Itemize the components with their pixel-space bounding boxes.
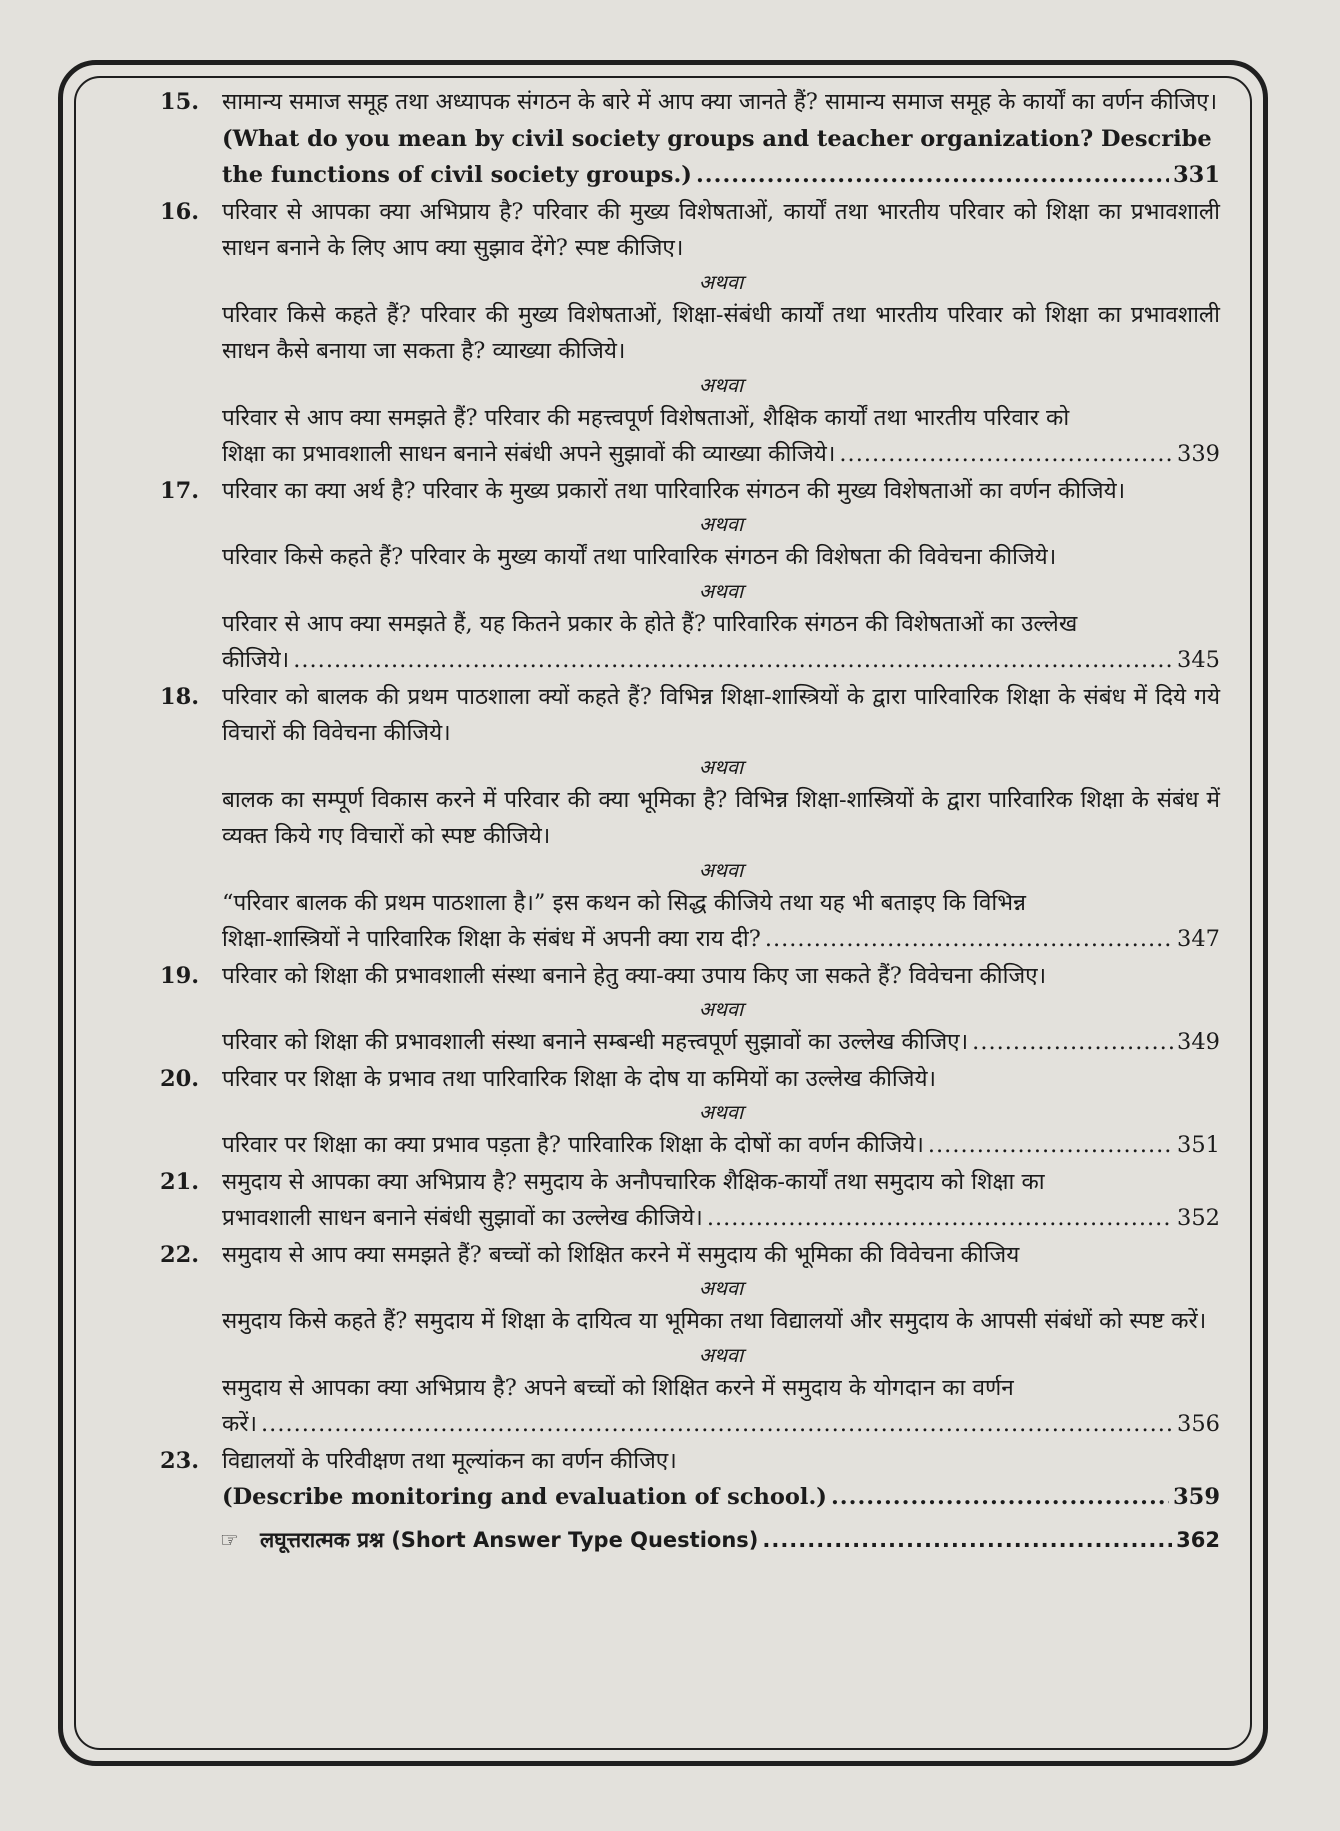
question-last-line (222, 436, 1220, 473)
question-entry (160, 1164, 1220, 1237)
question-last-line (222, 1127, 1220, 1164)
question-last-line (222, 921, 1220, 958)
or-separator: अथवा (698, 754, 744, 779)
question-text: “परिवार बालक की प्रथम पाठशाला है।” इस कथन को सिद्ध कीजिये तथा यह भी बताइए कि विभिन्न (222, 889, 1026, 916)
question-text: बालक का सम्पूर्ण विकास करने में परिवार की क्या भूमिका है? विभिन्न शिक्षा-शास्त्रियों के द्वारा पारिवारिक शिक्षा के संबंध में व्यक्त किये गए विचारों को स्पष्ट कीजिये। (222, 786, 1220, 849)
question-last-line (222, 1024, 1220, 1061)
dot-leader (928, 1127, 1173, 1164)
page-number: 349 (1177, 1029, 1220, 1055)
question-number: 18. (160, 683, 200, 710)
question-number: 15. (160, 89, 200, 115)
question-text: परिवार किसे कहते हैं? परिवार की मुख्य विशेषताओं, शिक्षा-संबंधी कार्यों तथा भारतीय परिवार को शिक्षा का प्रभावशाली साधन कैसे बनाया जा सकता है? व्याख्या कीजिये। (222, 301, 1220, 364)
or-separator: अथवा (698, 512, 744, 536)
question-number: 19. (160, 962, 200, 989)
dot-leader (831, 1479, 1169, 1516)
short-answer-entry (160, 1522, 1220, 1559)
question-last-line (222, 157, 1220, 194)
question-entry (160, 84, 1220, 194)
question-text: विद्यालयों के परिवीक्षण तथा मूल्यांकन का वर्णन कीजिए। (222, 1447, 677, 1474)
or-separator: अथवा (698, 372, 744, 397)
question-text: परिवार पर शिक्षा का क्या प्रभाव पड़ता है? पारिवारिक शिक्षा के दोषों का वर्णन कीजिये। (222, 1132, 924, 1158)
dot-leader (696, 157, 1169, 194)
or-separator: अथवा (698, 269, 744, 294)
or-separator: अथवा (698, 997, 744, 1021)
question-last-line (222, 1200, 1220, 1237)
question-text: परिवार को बालक की प्रथम पाठशाला क्यों कहते हैं? विभिन्न शिक्षा-शास्त्रियों के द्वारा पारिवारिक शिक्षा के संबंध में दिये गये विचारों की विवेचना कीजिये। (222, 683, 1220, 746)
dot-leader (839, 436, 1173, 473)
question-text: शिक्षा का प्रभावशाली साधन बनाने संबंधी अपने सुझावों की व्याख्या कीजिये। (222, 441, 836, 467)
or-separator: अथवा (698, 1100, 744, 1124)
question-last-line (222, 1406, 1220, 1443)
dot-leader (293, 642, 1173, 679)
question-text: शिक्षा-शास्त्रियों ने पारिवारिक शिक्षा के संबंध में अपनी क्या राय दी? (222, 926, 761, 952)
page-number: 345 (1177, 647, 1220, 673)
page-number: 352 (1177, 1205, 1220, 1231)
page-number: 356 (1177, 1411, 1220, 1437)
question-last-line (222, 1479, 1220, 1516)
dot-leader (762, 1522, 1172, 1559)
question-text: परिवार पर शिक्षा के प्रभाव तथा पारिवारिक शिक्षा के दोष या कमियों का उल्लेख कीजिये। (222, 1065, 937, 1092)
question-text: प्रभावशाली साधन बनाने संबंधी सुझावों का उल्लेख कीजिये। (222, 1205, 703, 1231)
question-entry (160, 679, 1220, 958)
dot-leader (707, 1200, 1173, 1237)
question-text: सामान्य समाज समूह तथा अध्यापक संगठन के बारे में आप क्या जानते हैं? सामान्य समाज समूह के कार्यों का वर्णन कीजिए। (222, 89, 1218, 115)
or-separator: अथवा (698, 1276, 744, 1300)
question-text: समुदाय से आपका क्या अभिप्राय है? अपने बच्चों को शिक्षित करने में समुदाय के योगदान का वर्णन (222, 1374, 1014, 1401)
dot-leader (972, 1024, 1173, 1061)
question-last-line (222, 642, 1220, 679)
question-text: परिवार से आप क्या समझते हैं, यह कितने प्रकार के होते हैं? पारिवारिक संगठन की विशेषताओं का उल्लेख (222, 610, 1078, 637)
page-number: 362 (1176, 1527, 1220, 1552)
question-text: कीजिये। (222, 647, 290, 673)
question-entry (160, 1443, 1220, 1516)
question-text: समुदाय किसे कहते हैं? समुदाय में शिक्षा के दायित्व या भूमिका तथा विद्यालयों और समुदाय के आपसी संबंधों को स्पष्ट करें। (222, 1308, 1207, 1334)
question-text: (Describe monitoring and evaluation of school.) (222, 1484, 827, 1510)
page-number: 339 (1177, 441, 1220, 467)
or-separator: अथवा (698, 578, 744, 603)
contents-list (160, 84, 1220, 1558)
question-text: करें। (222, 1411, 258, 1437)
short-answer-label: लघूत्तरात्मक प्रश्न (Short Answer Type Questions) (260, 1527, 759, 1552)
question-text: परिवार से आप क्या समझते हैं? परिवार की महत्त्वपूर्ण विशेषताओं, शैक्षिक कार्यों तथा भारतीय परिवार को (222, 404, 1070, 431)
or-separator: अथवा (698, 857, 744, 882)
question-text: समुदाय से आप क्या समझते हैं? बच्चों को शिक्षित करने में समुदाय की भूमिका की विवेचना कीजिय (222, 1241, 1020, 1268)
or-separator: अथवा (698, 1342, 744, 1367)
question-text: परिवार का क्या अर्थ है? परिवार के मुख्य प्रकारों तथा पारिवारिक संगठन की मुख्य विशेषताओं का वर्णन कीजिये। (222, 477, 1126, 504)
question-number: 23. (160, 1447, 200, 1474)
question-number: 17. (160, 477, 200, 504)
question-text: (What do you mean by civil society groups and teacher organization? Describe (222, 125, 1212, 152)
page-number: 347 (1177, 926, 1220, 952)
dot-leader (261, 1406, 1173, 1443)
question-text: the functions of civil society groups.) (222, 162, 692, 188)
question-entry (160, 194, 1220, 473)
question-text: परिवार को शिक्षा की प्रभावशाली संस्था बनाने सम्बन्धी महत्त्वपूर्ण सुझावों का उल्लेख कीजिए। (222, 1029, 969, 1055)
pointing-hand-icon: ☞ (220, 1527, 239, 1552)
question-text: परिवार को शिक्षा की प्रभावशाली संस्था बनाने हेतु क्या-क्या उपाय किए जा सकते हैं? विवेचना कीजिए। (222, 962, 1047, 989)
dot-leader (765, 921, 1173, 958)
question-entry (160, 958, 1220, 1061)
question-entry (160, 1237, 1220, 1443)
page-number: 351 (1177, 1132, 1220, 1158)
question-text: परिवार से आपका क्या अभिप्राय है? परिवार की मुख्य विशेषताओं, कार्यों तथा भारतीय परिवार को शिक्षा का प्रभावशाली साधन बनाने के लिए आप क्या सुझाव देंगे? स्पष्ट कीजिए। (222, 198, 1220, 261)
page-number: 359 (1173, 1484, 1220, 1510)
question-entry (160, 473, 1220, 679)
question-text: समुदाय से आपका क्या अभिप्राय है? समुदाय के अनौपचारिक शैक्षिक-कार्यों तथा समुदाय को शिक्षा का (222, 1168, 1045, 1195)
question-number: 16. (160, 198, 200, 225)
page-number: 331 (1173, 162, 1220, 188)
question-entry (160, 1061, 1220, 1164)
question-number: 20. (160, 1065, 200, 1092)
question-text: परिवार किसे कहते हैं? परिवार के मुख्य कार्यों तथा पारिवारिक संगठन की विशेषता की विवेचना कीजिये। (222, 544, 1057, 570)
question-number: 22. (160, 1241, 200, 1268)
question-number: 21. (160, 1168, 200, 1195)
